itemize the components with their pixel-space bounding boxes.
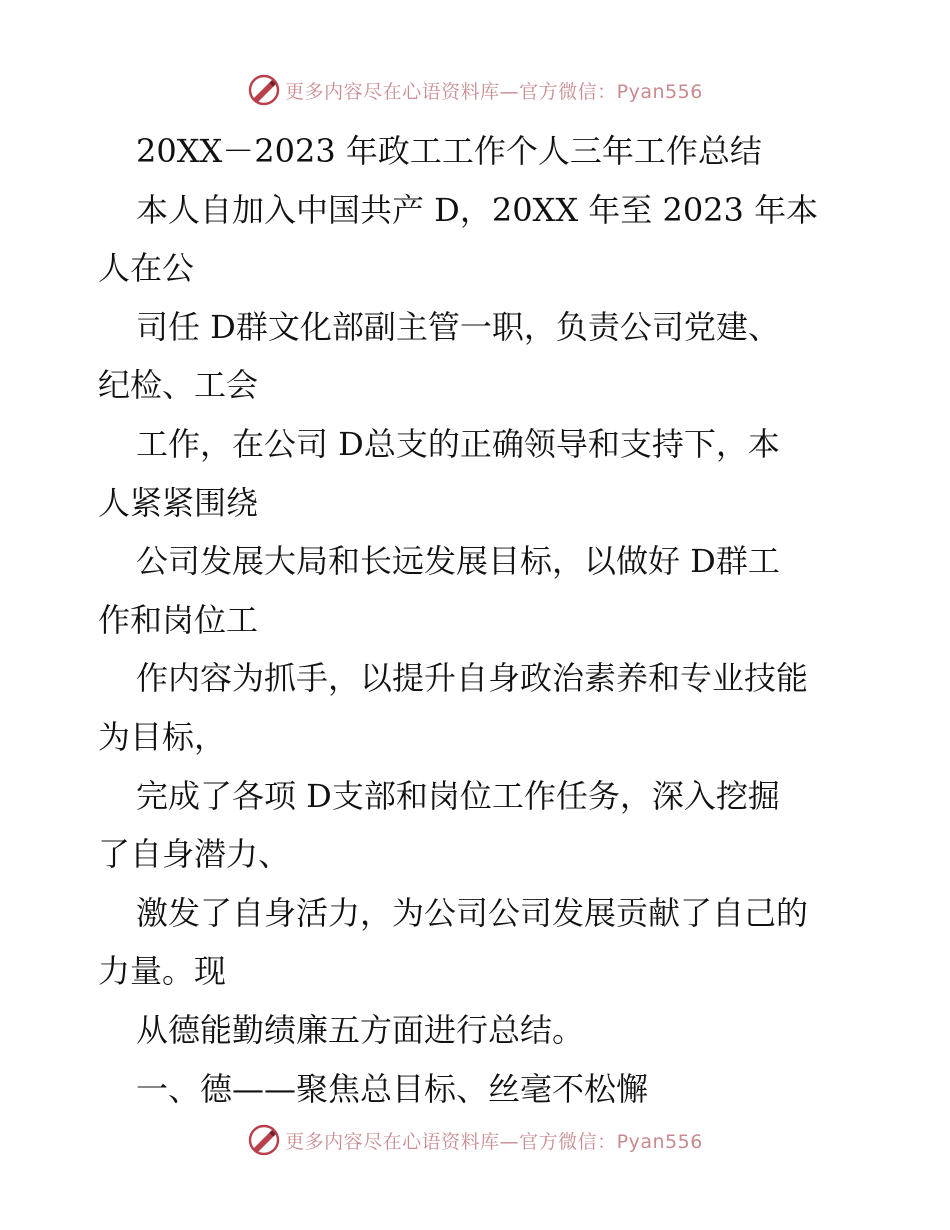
watermark-text: 更多内容尽在心语资料库—官方微信：Pyan556 [285,80,703,103]
document-line: 为目标， [98,717,227,756]
document-line: 20XX－2023 年政工工作个人三年工作总结 [136,132,762,170]
document-line: 人在公 [98,249,195,288]
document-line: 作内容为抓手，以提升自身政治素养和专业技能 [136,659,809,698]
document-line: 人紧紧围绕 [98,483,259,522]
document-line: 力量。现 [98,952,227,991]
watermark-text: 更多内容尽在心语资料库—官方微信：Pyan556 [285,1130,703,1153]
document-line: 本人自加入中国共产 D，20XX 年至 2023 年本 [136,190,819,229]
document-line: 公司发展大局和长远发展目标，以做好 D群工 [136,542,780,581]
document-line: 作和岗位工 [98,600,259,639]
watermark-header [0,70,950,110]
document-body [98,122,858,1118]
pen-logo-icon [247,1123,281,1157]
document-line: 工作，在公司 D总支的正确领导和支持下，本 [136,424,780,463]
document-line: 司任 D群文化部副主管一职，负责公司党建、 [136,307,780,346]
document-line: 了自身潜力、 [98,835,291,874]
document-line: 从德能勤绩廉五方面进行总结。 [136,1010,585,1049]
document-line: 完成了各项 D支部和岗位工作任务，深入挖掘 [136,776,780,815]
document-line: 纪检、工会 [98,366,259,405]
watermark-footer [0,1120,950,1160]
pen-logo-icon [247,73,281,107]
document-line: 一、德——聚焦总目标、丝毫不松懈 [136,1069,649,1108]
document-line: 激发了自身活力，为公司公司发展贡献了自己的 [136,893,809,932]
